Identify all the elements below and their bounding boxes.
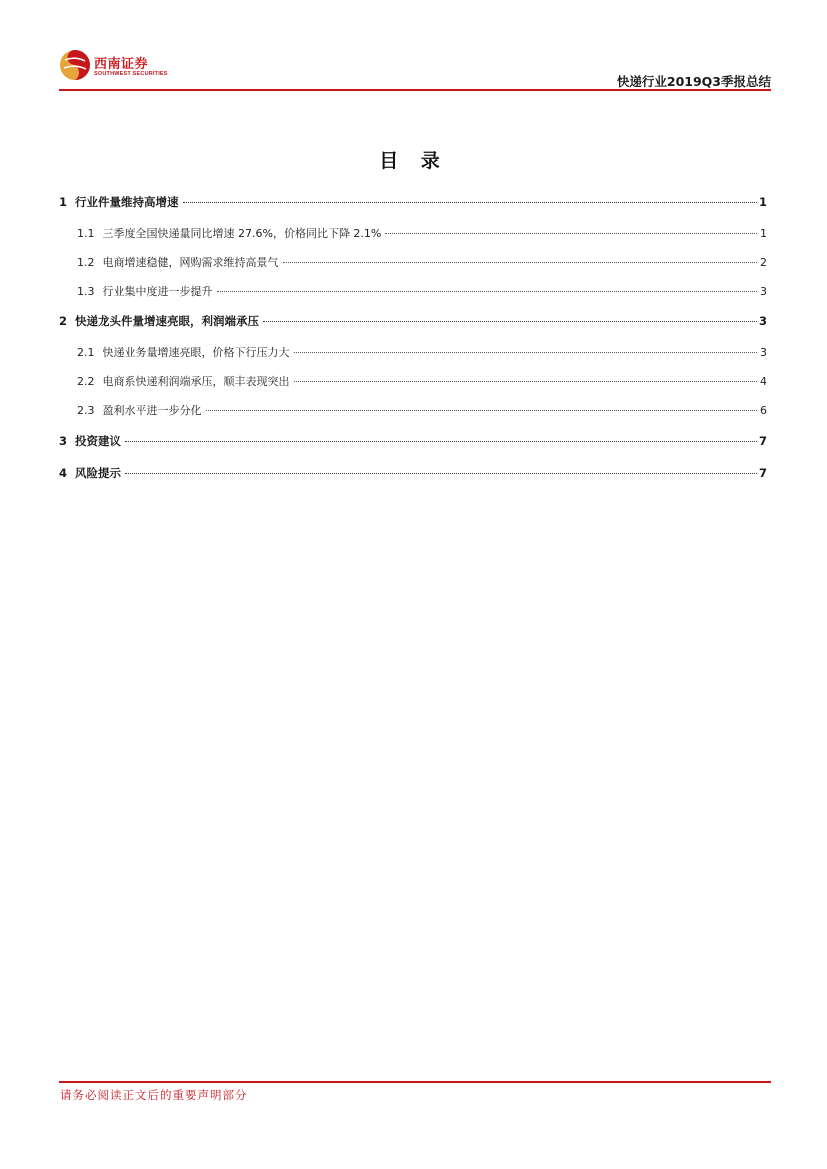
toc-dot-leader: [283, 261, 758, 263]
toc-entry-number: 1.3: [77, 285, 95, 298]
toc-dot-leader: [217, 290, 758, 292]
toc-entry-text: 盈利水平进一步分化: [102, 404, 202, 417]
toc-entry-page: 3: [760, 285, 767, 298]
toc-entry[interactable]: [59, 311, 767, 331]
toc-entry-number: 4: [59, 466, 68, 480]
toc-entry[interactable]: [77, 253, 767, 273]
report-title: 快递行业2019Q3季报总结: [616, 74, 771, 89]
toc-entry[interactable]: [77, 401, 767, 421]
toc-entry-page: 4: [760, 375, 767, 388]
toc-entry[interactable]: [59, 192, 767, 212]
logo-english-name: SOUTHWEST SECURITIES: [94, 71, 168, 77]
toc-entry-page: 3: [758, 314, 767, 328]
toc-entry-page: 7: [758, 466, 767, 480]
toc-entry-number: 2.3: [77, 404, 95, 417]
company-logo: [59, 48, 179, 82]
toc-entry-page: 1: [758, 195, 767, 209]
toc-entry[interactable]: [77, 224, 767, 244]
toc-entry-number: 1.1: [77, 227, 95, 240]
page-header: [59, 46, 771, 90]
toc-entry-page: 2: [760, 256, 767, 269]
logo-emblem-icon: [59, 48, 93, 82]
toc-entry-text: 投资建议: [75, 434, 122, 448]
toc-dot-leader: [294, 351, 758, 353]
header-divider: [59, 89, 771, 91]
toc-entry-text: 电商系快递利润端承压，顺丰表现突出: [102, 375, 290, 388]
toc-entry[interactable]: [77, 343, 767, 363]
toc-entry-text: 三季度全国快递量同比增速 27.6%，价格同比下降 2.1%: [102, 227, 382, 240]
toc-entry-text: 风险提示: [75, 466, 122, 480]
toc-entry[interactable]: [59, 463, 767, 483]
toc-entry[interactable]: [77, 282, 767, 302]
footer-divider: [59, 1081, 771, 1083]
toc-entry-page: 1: [760, 227, 767, 240]
toc-entry-text: 快递龙头件量增速亮眼，利润端承压: [75, 314, 260, 328]
toc-entry-number: 2.1: [77, 346, 95, 359]
toc-dot-leader: [294, 380, 758, 382]
logo-chinese-name: 西南证券: [94, 57, 149, 72]
toc-entry-page: 3: [760, 346, 767, 359]
toc-title: 目 录: [379, 150, 448, 172]
toc-entry-number: 2: [59, 314, 68, 328]
toc-entry-number: 1.2: [77, 256, 95, 269]
footer-disclaimer: 请务必阅读正文后的重要声明部分: [60, 1088, 248, 1102]
toc-dot-leader: [183, 201, 757, 203]
toc-dot-leader: [263, 320, 757, 322]
toc-dot-leader: [385, 232, 757, 234]
toc-dot-leader: [125, 472, 757, 474]
toc-entry-number: 3: [59, 434, 68, 448]
toc-dot-leader: [125, 440, 757, 442]
toc-entry-text: 快递业务量增速亮眼，价格下行压力大: [102, 346, 290, 359]
toc-entry-page: 6: [760, 404, 767, 417]
toc-dot-leader: [206, 409, 758, 411]
toc-entry-number: 2.2: [77, 375, 95, 388]
toc-entry-page: 7: [758, 434, 767, 448]
toc-entry[interactable]: [77, 372, 767, 392]
toc-entry-text: 行业集中度进一步提升: [102, 285, 213, 298]
toc-entry-text: 行业件量维持高增速: [75, 195, 179, 209]
toc-entry-number: 1: [59, 195, 68, 209]
toc-entry-text: 电商增速稳健，网购需求维持高景气: [102, 256, 279, 269]
toc-entry[interactable]: [59, 431, 767, 451]
